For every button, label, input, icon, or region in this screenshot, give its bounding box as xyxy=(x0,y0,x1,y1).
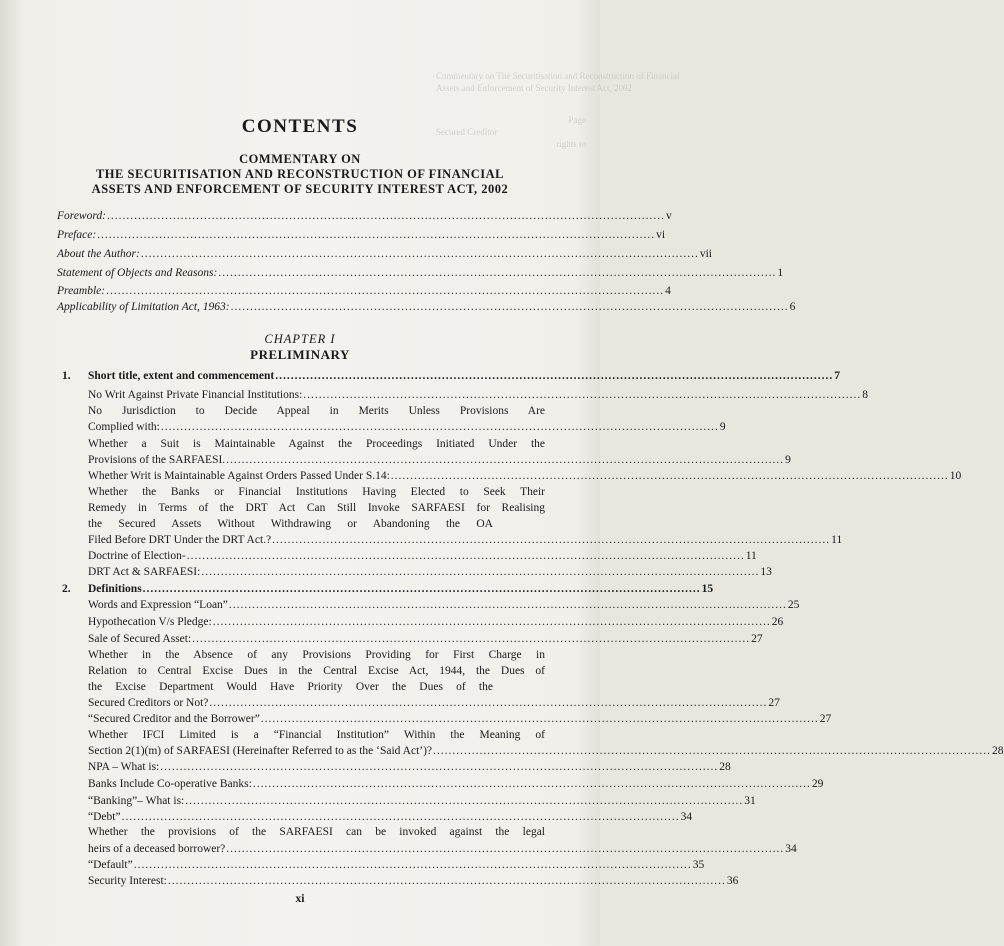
section-number: 2. xyxy=(62,583,71,595)
toc-entry[interactable] xyxy=(88,778,824,790)
subtitle-line-2: THE SECURITISATION AND RECONSTRUCTION OF FINANCIAL xyxy=(95,167,505,181)
entry-label: “Secured Creditor and the Borrower” xyxy=(88,713,260,725)
entry-line: Whether the Banks or Financial Institutions Having Elected to Seek Their xyxy=(88,486,545,498)
entry-label: Applicability of Limitation Act, 1963: xyxy=(57,301,230,313)
page-number: 8 xyxy=(862,389,869,401)
leader-dots: ................................................................................................................................................ xyxy=(226,843,785,855)
page-number: 28 xyxy=(992,745,1004,757)
entry-label: About the Author: xyxy=(57,248,140,260)
subtitle-line-1: COMMENTARY ON xyxy=(239,152,361,166)
toc-entry[interactable] xyxy=(88,811,693,823)
entry-label: Banks Include Co-operative Banks: xyxy=(88,778,252,790)
leader-dots: ................................................................................................................................................ xyxy=(275,370,834,382)
entry-label: Doctrine of Election- xyxy=(88,550,186,562)
page-number: vi xyxy=(656,229,666,241)
toc-entry[interactable] xyxy=(88,843,797,855)
toc-entry[interactable] xyxy=(88,470,962,482)
page-number: 1 xyxy=(777,267,784,279)
entry-label: Hypothecation V/s Pledge: xyxy=(88,616,212,628)
front-matter-preface[interactable] xyxy=(57,229,666,241)
entry-label: Preface: xyxy=(57,229,97,241)
entry-label: Whether Writ is Maintainable Against Orders Passed Under S.14: xyxy=(88,470,390,482)
page-number: 26 xyxy=(771,616,784,628)
entry-label: “Default” xyxy=(88,859,133,871)
leader-dots: ................................................................................................................................................ xyxy=(140,248,699,260)
page-number: 9 xyxy=(719,421,726,433)
front-matter-preamble[interactable] xyxy=(57,285,671,297)
page-number: 27 xyxy=(819,713,832,725)
entry-line: Whether the provisions of the SARFAESI can be invoked against the legal xyxy=(88,826,545,838)
leader-dots: ................................................................................................................................................ xyxy=(160,421,719,433)
page-number: v xyxy=(665,210,672,222)
page-number: 34 xyxy=(785,843,797,855)
toc-entry[interactable] xyxy=(88,875,739,887)
toc-entry[interactable] xyxy=(88,745,1004,757)
page-number: 27 xyxy=(751,633,763,645)
entry-label: No Writ Against Private Financial Institutions: xyxy=(88,389,303,401)
leader-dots: ................................................................................................................................................ xyxy=(142,583,701,595)
entry-line: the Secured Assets Without Withdrawing or Abandoning the OA xyxy=(88,518,493,530)
entry-label: Preamble: xyxy=(57,285,106,297)
leader-dots: ................................................................................................................................................ xyxy=(121,811,680,823)
leader-dots: ................................................................................................................................................ xyxy=(390,470,949,482)
leader-dots: ................................................................................................................................................ xyxy=(192,633,751,645)
chapter-number: CHAPTER I xyxy=(264,332,336,346)
page-number: 15 xyxy=(701,583,714,595)
entry-label: Secured Creditors or Not? xyxy=(88,697,209,709)
entry-label: Words and Expression “Loan” xyxy=(88,599,228,611)
entry-label: Complied with: xyxy=(88,421,160,433)
entry-line: No Jurisdiction to Decide Appeal in Merits Unless Provisions Are xyxy=(88,405,545,417)
page-number: 4 xyxy=(665,285,671,297)
show-through-line: Page xyxy=(568,115,586,125)
leader-dots: ................................................................................................................................................ xyxy=(160,761,719,773)
entry-label: “Debt” xyxy=(88,811,121,823)
toc-entry[interactable] xyxy=(88,550,757,562)
page-number: 9 xyxy=(785,454,791,466)
toc-entry[interactable] xyxy=(88,534,843,546)
toc-entry[interactable] xyxy=(88,616,784,628)
entry-label: Section 2(1)(m) of SARFAESI (Hereinafter Referred to as the ‘Said Act’)? xyxy=(88,745,433,757)
front-matter-about-author[interactable] xyxy=(57,248,712,260)
page-number: 25 xyxy=(787,599,800,611)
toc-entry[interactable] xyxy=(88,454,791,466)
entry-line: the Excise Department Would Have Priority Over the Dues of the xyxy=(88,681,493,693)
toc-entry[interactable] xyxy=(88,389,869,401)
page-number: 11 xyxy=(831,534,843,546)
show-through-line: Commentary on The Securitisation and Reconstruction of Financial xyxy=(436,71,680,81)
leader-dots: ................................................................................................................................................ xyxy=(97,229,656,241)
page-number: 28 xyxy=(719,761,731,773)
toc-entry[interactable] xyxy=(88,697,780,709)
entry-label: Definitions xyxy=(88,583,142,595)
leader-dots: ................................................................................................................................................ xyxy=(230,301,789,313)
entry-label: heirs of a deceased borrower? xyxy=(88,843,226,855)
entry-label: Sale of Secured Asset: xyxy=(88,633,192,645)
section-2-entry[interactable] xyxy=(88,583,714,595)
entry-label: DRT Act & SARFAESI: xyxy=(88,566,201,578)
entry-label: Filed Before DRT Under the DRT Act.? xyxy=(88,534,272,546)
show-through-line: Assets and Enforcement of Security Interest Act, 2002 xyxy=(436,83,632,93)
page-number: 11 xyxy=(745,550,757,562)
entry-line: Whether a Suit is Maintainable Against the Proceedings Initiated Under the xyxy=(88,438,545,450)
entry-line: Relation to Central Excise Dues in the Central Excise Act, 1944, the Dues of xyxy=(88,665,545,677)
front-matter-limitation-act[interactable] xyxy=(57,301,796,313)
subtitle-line-3: ASSETS AND ENFORCEMENT OF SECURITY INTEREST ACT, 2002 xyxy=(91,182,509,196)
leader-dots: ................................................................................................................................................ xyxy=(252,778,811,790)
leader-dots: ................................................................................................................................................ xyxy=(433,745,992,757)
entry-label: Security Interest: xyxy=(88,875,167,887)
entry-line: Whether IFCI Limited is a “Financial Institution” Within the Meaning of xyxy=(88,729,545,741)
page-number: 29 xyxy=(811,778,824,790)
toc-entry[interactable] xyxy=(88,421,726,433)
leader-dots: ................................................................................................................................................ xyxy=(185,795,744,807)
leader-dots: ................................................................................................................................................ xyxy=(209,697,768,709)
page-folio: xi xyxy=(295,893,305,905)
page-number: 7 xyxy=(834,370,840,382)
leader-dots: ................................................................................................................................................ xyxy=(167,875,726,887)
toc-entry[interactable] xyxy=(88,633,763,645)
show-through-text xyxy=(436,70,680,150)
entry-label: Statement of Objects and Reasons: xyxy=(57,267,218,279)
front-matter-objects-reasons[interactable] xyxy=(57,267,784,279)
page-number: vii xyxy=(699,248,712,260)
page-number: 10 xyxy=(949,470,962,482)
leader-dots: ................................................................................................................................................ xyxy=(228,599,787,611)
leader-dots: ................................................................................................................................................ xyxy=(260,713,819,725)
page-number: 27 xyxy=(768,697,780,709)
leader-dots: ................................................................................................................................................ xyxy=(303,389,862,401)
toc-entry[interactable] xyxy=(88,859,705,871)
entry-line: Whether in the Absence of any Provisions Providing for First Charge in xyxy=(88,649,545,661)
entry-label: Foreword: xyxy=(57,210,106,222)
toc-entry[interactable] xyxy=(88,761,731,773)
entry-label: Short title, extent and commencement xyxy=(88,370,275,382)
leader-dots: ................................................................................................................................................ xyxy=(106,285,665,297)
page-number: 35 xyxy=(692,859,705,871)
leader-dots: ................................................................................................................................................ xyxy=(212,616,771,628)
show-through-line: Secured Creditor xyxy=(436,127,498,137)
entry-label: NPA – What is: xyxy=(88,761,160,773)
entry-line: Remedy in Terms of the DRT Act Can Still Invoke SARFAESI for Realising xyxy=(88,502,545,514)
toc-entry[interactable] xyxy=(88,795,756,807)
leader-dots: ................................................................................................................................................ xyxy=(226,454,785,466)
page-number: 34 xyxy=(680,811,693,823)
page-number: 13 xyxy=(760,566,772,578)
page-number: 31 xyxy=(744,795,756,807)
leader-dots: ................................................................................................................................................ xyxy=(106,210,665,222)
page-number: 36 xyxy=(726,875,739,887)
contents-title: CONTENTS xyxy=(241,116,359,137)
show-through-line: rights to xyxy=(556,139,586,149)
entry-label: Provisions of the SARFAESI. xyxy=(88,454,226,466)
page-number: 6 xyxy=(789,301,796,313)
leader-dots: ................................................................................................................................................ xyxy=(218,267,777,279)
section-1-entry[interactable] xyxy=(88,370,840,382)
toc-entry[interactable] xyxy=(88,713,832,725)
section-number: 1. xyxy=(62,370,71,382)
toc-entry[interactable] xyxy=(88,599,800,611)
front-matter-foreword[interactable] xyxy=(57,210,672,222)
entry-label: “Banking”– What is: xyxy=(88,795,185,807)
leader-dots: ................................................................................................................................................ xyxy=(133,859,692,871)
chapter-name: PRELIMINARY xyxy=(250,347,350,362)
toc-entry[interactable] xyxy=(88,566,772,578)
leader-dots: ................................................................................................................................................ xyxy=(201,566,760,578)
leader-dots: ................................................................................................................................................ xyxy=(186,550,745,562)
leader-dots: ................................................................................................................................................ xyxy=(272,534,831,546)
